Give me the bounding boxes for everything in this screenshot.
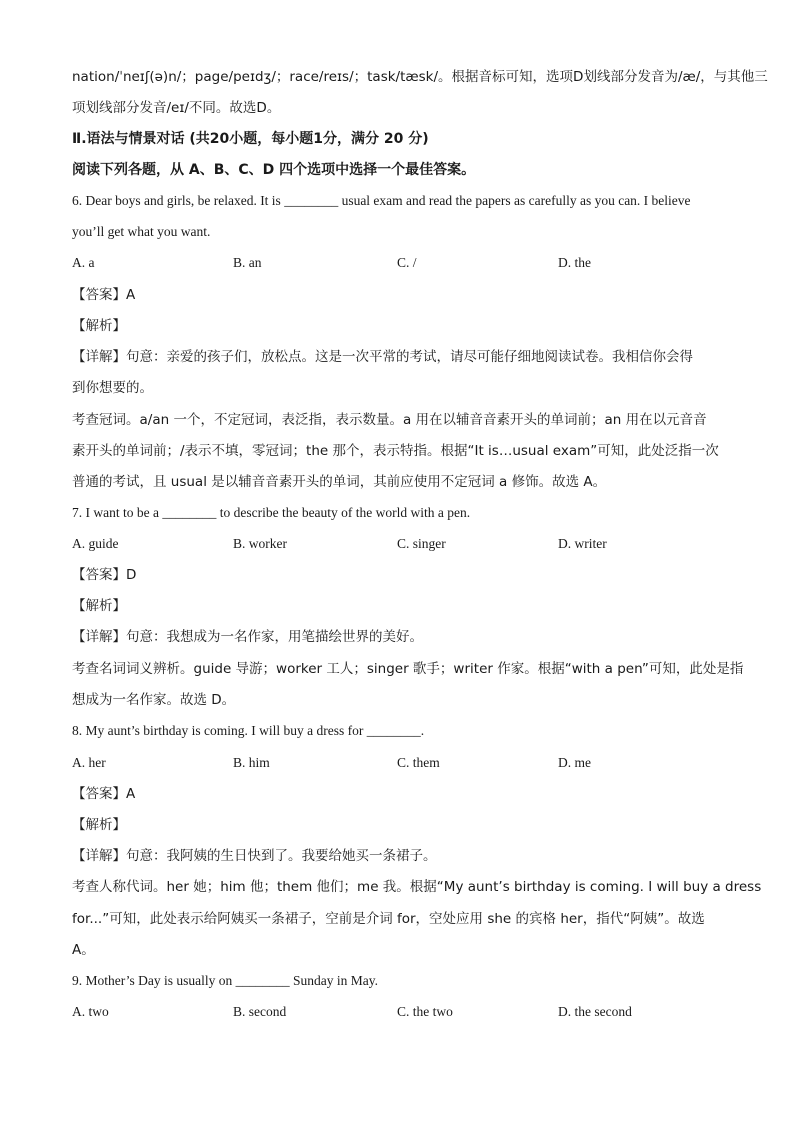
question-7-stem: 7. I want to be a ________ to describe the beauty of the world with a pen. [72,505,471,520]
section-title: Ⅱ.语法与情景对话 (共20小题，每小题1分，满分 20 分) [72,131,429,147]
explain-8-line-3: A。 [72,942,95,958]
analysis-label-8: 【解析】 [72,817,126,833]
option-d: D. the second [558,1004,632,1019]
answer-6: 【答案】A [72,287,136,303]
explain-8-line-1: 考查人称代词。her 她；him 他；them 他们；me 我。根据“My aunt’s birthday is coming. I will buy a dress [72,879,762,895]
option-a: A. her [72,755,106,770]
analysis-label-6: 【解析】 [72,318,126,334]
option-c: C. singer [397,536,446,551]
intro-line-1: nation/ˈneɪʃ(ə)n/；page/peɪdʒ/；race/reɪs/；task/tæsk/。根据音标可知，选项D划线部分发音为/æ/，与其他三 [72,69,768,85]
explain-6-line-3: 普通的考试，且 usual 是以辅音音素开头的单词，其前应使用不定冠词 a 修饰。故选 A。 [72,474,607,490]
intro-line-2: 项划线部分发音/eɪ/不同。故选D。 [72,100,281,116]
option-b: B. second [233,1004,287,1019]
option-c: C. / [397,255,417,270]
option-b: B. him [233,755,270,770]
answer-8: 【答案】A [72,786,136,802]
explain-6-line-2: 素开头的单词前；/表示不填，零冠词；the 那个，表示特指。根据“It is…usual exam”可知，此处泛指一次 [72,443,719,459]
explain-6-line-1: 考查冠词。a/an 一个，不定冠词，表泛指，表示数量。a 用在以辅音音素开头的单词前；an 用在以元音音 [72,412,707,428]
option-d: D. me [558,755,591,770]
option-b: B. an [233,255,262,270]
option-d: D. the [558,255,591,270]
analysis-label-7: 【解析】 [72,598,126,614]
section-instruction: 阅读下列各题，从 A、B、C、D 四个选项中选择一个最佳答案。 [72,162,476,178]
answer-7: 【答案】D [72,567,137,583]
question-6-stem: 6. Dear boys and girls, be relaxed. It is ________ usual exam and read the papers as carefully as you can. I believe [72,193,691,208]
detail-7-line-1: 【详解】句意：我想成为一名作家，用笔描绘世界的美好。 [72,629,423,645]
question-9-stem: 9. Mother’s Day is usually on ________ Sunday in May. [72,973,378,988]
explain-8-line-2: for...”可知，此处表示给阿姨买一条裙子，空前是介词 for，空处应用 she 的宾格 her，指代“阿姨”。故选 [72,911,705,927]
option-a: A. two [72,1004,109,1019]
option-a: A. a [72,255,95,270]
detail-8-line-1: 【详解】句意：我阿姨的生日快到了。我要给她买一条裙子。 [72,848,437,864]
option-c: C. the two [397,1004,453,1019]
option-a: A. guide [72,536,119,551]
option-c: C. them [397,755,440,770]
option-d: D. writer [558,536,607,551]
question-6-stem-cont: you’ll get what you want. [72,224,211,239]
explain-7-line-1: 考查名词词义辨析。guide 导游；worker 工人；singer 歌手；writer 作家。根据“with a pen”可知，此处是指 [72,661,744,677]
explain-7-line-2: 想成为一名作家。故选 D。 [72,692,236,708]
detail-6-line-2: 到你想要的。 [72,380,153,396]
question-8-stem: 8. My aunt’s birthday is coming. I will buy a dress for ________. [72,723,425,738]
detail-6-line-1: 【详解】句意：亲爱的孩子们，放松点。这是一次平常的考试，请尽可能仔细地阅读试卷。我相信你会得 [72,349,693,365]
option-b: B. worker [233,536,287,551]
